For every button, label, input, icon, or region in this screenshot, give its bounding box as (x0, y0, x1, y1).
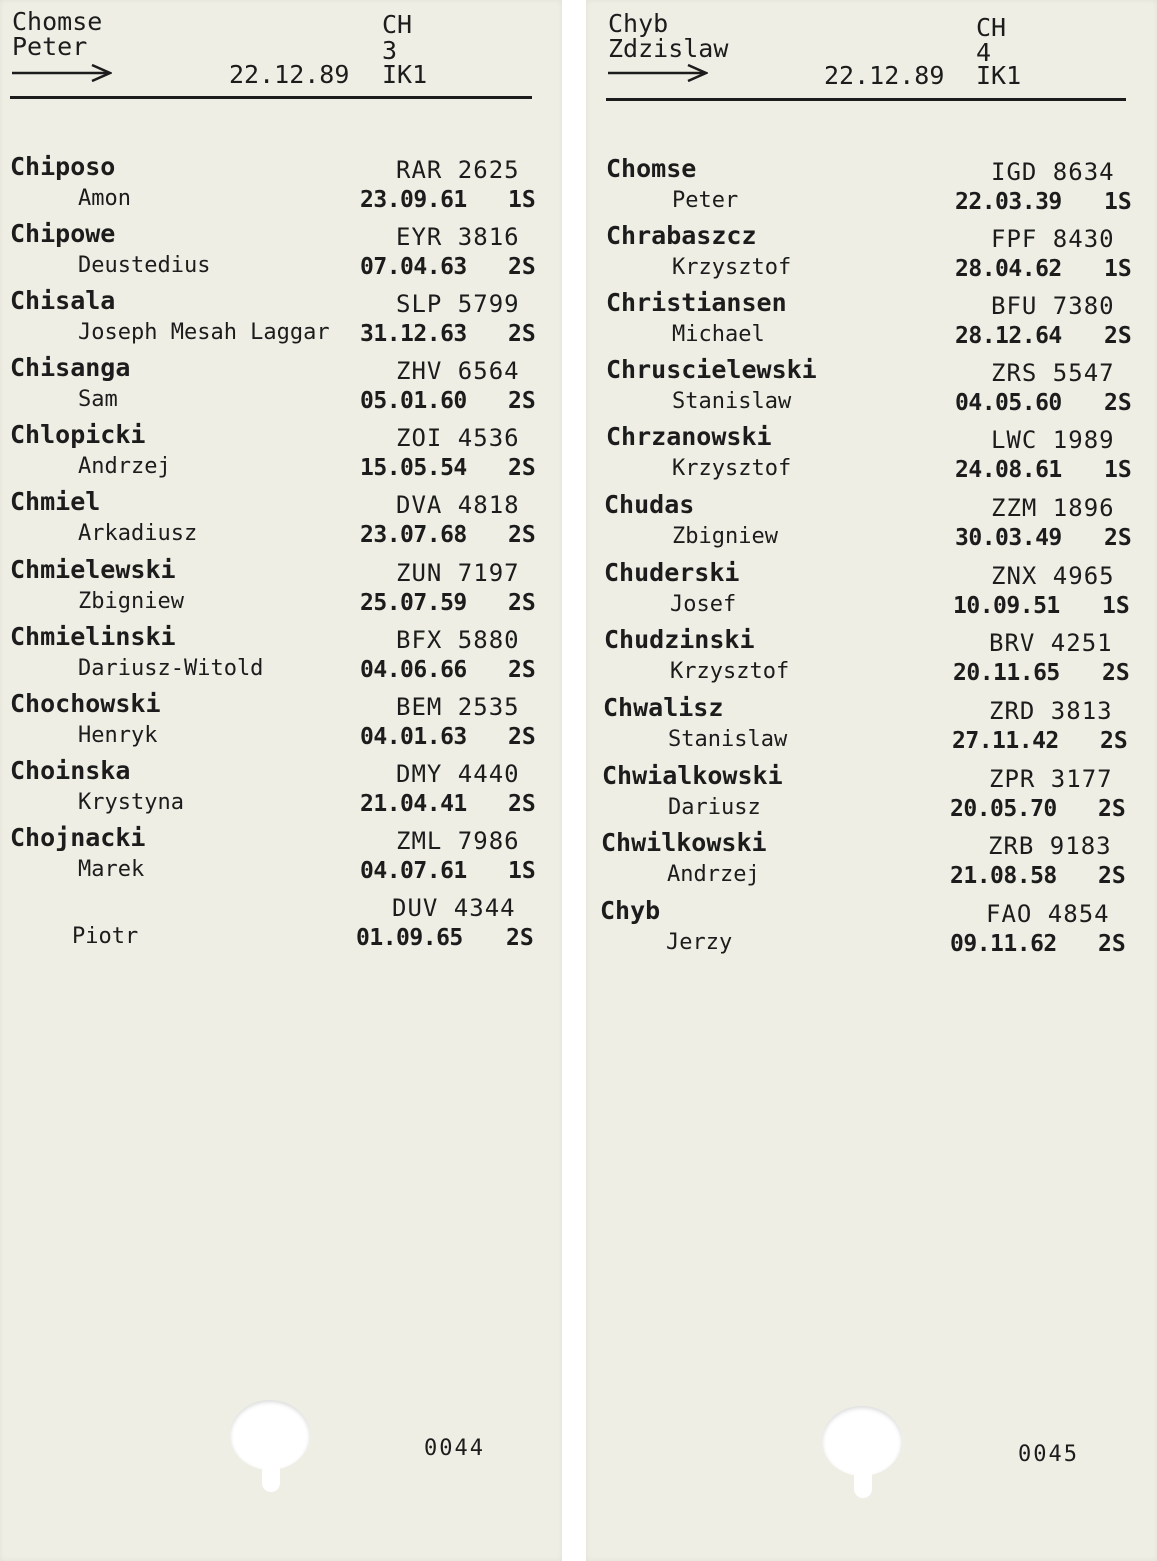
entry-class: 1S (1104, 189, 1132, 215)
entry-code: ZOI 4536 (396, 424, 520, 452)
list-item (0, 555, 562, 622)
list-item (0, 152, 562, 219)
entry-first-name: Arkadiusz (78, 521, 198, 546)
entry-first-name: Krzysztof (670, 659, 790, 684)
entry-date: 15.05.54 (360, 455, 467, 481)
entry-first-name: Andrzej (78, 454, 171, 479)
entry-first-name: Dariusz-Witold (78, 656, 264, 681)
entry-date: 22.03.39 (955, 189, 1062, 215)
header-divider (606, 98, 1126, 101)
punch-hole (822, 1406, 902, 1476)
entry-code: ZHV 6564 (396, 357, 520, 385)
entry-code: DUV 4344 (392, 894, 516, 922)
entry-date: 24.08.61 (955, 457, 1062, 483)
entry-code: ZRS 5547 (991, 359, 1115, 387)
list-item (0, 756, 562, 823)
list-item (0, 353, 562, 420)
list-item (586, 558, 1157, 625)
entry-class: 2S (508, 724, 536, 750)
entry-first-name: Zbigniew (78, 589, 184, 614)
list-item (586, 896, 1157, 963)
index-card-left (0, 0, 562, 1561)
header-number: 3 (382, 36, 398, 65)
punch-hole-notch (262, 1462, 280, 1492)
entry-date: 20.11.65 (953, 660, 1060, 686)
entry-last-name: Chudas (604, 490, 695, 519)
entry-class: 1S (508, 187, 536, 213)
entry-code: DMY 4440 (396, 760, 520, 788)
entry-code: ZNX 4965 (991, 562, 1115, 590)
list-item (586, 693, 1157, 760)
arrow-right-icon (12, 62, 112, 82)
entry-code: ZPR 3177 (989, 765, 1113, 793)
entry-class: 2S (508, 791, 536, 817)
list-item (0, 487, 562, 554)
entry-last-name: Chisanga (10, 353, 131, 382)
entry-class: 2S (506, 925, 534, 951)
punch-hole-notch (854, 1468, 872, 1498)
entry-date: 20.05.70 (950, 796, 1057, 822)
list-item (0, 823, 562, 890)
list-item (0, 890, 562, 957)
header-divider (10, 96, 532, 99)
entry-last-name: Chrabaszcz (606, 221, 757, 250)
entry-code: EYR 3816 (396, 223, 520, 251)
list-item (586, 221, 1157, 288)
entry-last-name: Chiposo (10, 152, 116, 181)
entry-date: 31.12.63 (360, 321, 467, 347)
entry-first-name: Stanislaw (668, 727, 788, 752)
entry-first-name: Krzysztof (672, 456, 792, 481)
entry-first-name: Joseph Mesah Laggar (78, 320, 330, 345)
entry-code: DVA 4818 (396, 491, 520, 519)
entry-class: 1S (1104, 256, 1132, 282)
entry-first-name: Michael (672, 322, 765, 347)
entry-last-name: Christiansen (606, 288, 787, 317)
entry-code: ZRB 9183 (988, 832, 1112, 860)
entry-code: FPF 8430 (991, 225, 1115, 253)
entry-last-name: Chyb (600, 896, 661, 925)
entry-last-name: Chudzinski (604, 625, 755, 654)
entry-class: 2S (1098, 796, 1126, 822)
entry-class: 1S (1104, 457, 1132, 483)
entry-class: 2S (508, 254, 536, 280)
entry-date: 21.08.58 (950, 863, 1057, 889)
punch-hole (230, 1400, 310, 1470)
entry-first-name: Piotr (72, 924, 139, 949)
entry-first-name: Sam (78, 387, 118, 412)
list-item (586, 288, 1157, 355)
entry-last-name: Chmielinski (10, 622, 176, 651)
entry-date: 21.04.41 (360, 791, 467, 817)
card-number: 0044 (424, 1436, 485, 1461)
entry-date: 04.05.60 (955, 390, 1062, 416)
entry-last-name: Chomse (606, 154, 697, 183)
entry-date: 28.12.64 (955, 323, 1062, 349)
entry-date: 09.11.62 (950, 931, 1057, 957)
entry-code: SLP 5799 (396, 290, 520, 318)
header-number: 4 (976, 38, 992, 67)
entry-class: 2S (508, 657, 536, 683)
entry-class: 2S (508, 388, 536, 414)
header-first-name: Zdzislaw (608, 34, 729, 63)
list-item (0, 689, 562, 756)
entry-code: ZML 7986 (396, 827, 520, 855)
entry-code: BEM 2535 (396, 693, 520, 721)
entry-first-name: Josef (670, 592, 737, 617)
entry-code: IGD 8634 (991, 158, 1115, 186)
header-letters: CH (976, 13, 1007, 42)
entry-first-name: Stanislaw (672, 389, 792, 414)
entry-class: 1S (508, 858, 536, 884)
entry-first-name: Krzysztof (672, 255, 792, 280)
entry-date: 28.04.62 (955, 256, 1062, 282)
entry-date: 04.06.66 (360, 657, 467, 683)
entry-last-name: Chwalisz (603, 693, 724, 722)
list-item (586, 490, 1157, 557)
entry-class: 2S (508, 321, 536, 347)
header-last-name: Chyb (608, 9, 669, 38)
list-item (586, 625, 1157, 692)
entry-code: BRV 4251 (989, 629, 1113, 657)
entry-last-name: Chisala (10, 286, 116, 315)
entry-code: ZZM 1896 (991, 494, 1115, 522)
list-item (586, 422, 1157, 489)
entry-first-name: Henryk (78, 723, 158, 748)
entry-date: 27.11.42 (952, 728, 1059, 754)
entry-date: 07.04.63 (360, 254, 467, 280)
entry-last-name: Chwilkowski (601, 828, 767, 857)
entry-last-name: Chmielewski (10, 555, 176, 584)
entry-date: 04.01.63 (360, 724, 467, 750)
entry-last-name: Chrzanowski (606, 422, 772, 451)
entry-code: ZRD 3813 (989, 697, 1113, 725)
entry-code: LWC 1989 (991, 426, 1115, 454)
entry-class: 2S (508, 522, 536, 548)
entry-class: 2S (508, 590, 536, 616)
entry-last-name: Chlopicki (10, 420, 146, 449)
entry-first-name: Krystyna (78, 790, 184, 815)
entry-date: 23.09.61 (360, 187, 467, 213)
entry-first-name: Andrzej (667, 862, 760, 887)
entry-last-name: Chipowe (10, 219, 116, 248)
entry-first-name: Jerzy (666, 930, 733, 955)
entry-class: 2S (1100, 728, 1128, 754)
entry-class: 1S (1102, 593, 1130, 619)
header-first-name: Peter (12, 32, 88, 61)
entry-code: ZUN 7197 (396, 559, 520, 587)
entry-code: FAO 4854 (986, 900, 1110, 928)
entry-code: BFX 5880 (396, 626, 520, 654)
entry-code: BFU 7380 (991, 292, 1115, 320)
list-item (0, 420, 562, 487)
entry-last-name: Chuderski (604, 558, 740, 587)
card-number: 0045 (1018, 1442, 1079, 1467)
index-card-right (586, 0, 1157, 1561)
entry-date: 25.07.59 (360, 590, 467, 616)
header-code: IK1 (976, 61, 1022, 90)
entry-class: 2S (1104, 323, 1132, 349)
entry-first-name: Marek (78, 857, 145, 882)
entry-last-name: Choinska (10, 756, 131, 785)
list-item (586, 761, 1157, 828)
list-item (586, 828, 1157, 895)
header-code: IK1 (382, 60, 428, 89)
entry-class: 2S (1104, 525, 1132, 551)
entry-date: 23.07.68 (360, 522, 467, 548)
entry-date: 30.03.49 (955, 525, 1062, 551)
entry-class: 2S (1102, 660, 1130, 686)
list-item (586, 154, 1157, 221)
entry-class: 2S (1104, 390, 1132, 416)
header-date: 22.12.89 (229, 60, 350, 89)
list-item (586, 355, 1157, 422)
entry-class: 2S (508, 455, 536, 481)
entry-date: 05.01.60 (360, 388, 467, 414)
list-item (0, 219, 562, 286)
header-letters: CH (382, 10, 413, 39)
entry-class: 2S (1098, 931, 1126, 957)
entry-first-name: Peter (672, 188, 739, 213)
list-item (0, 622, 562, 689)
entry-last-name: Chochowski (10, 689, 161, 718)
entry-last-name: Chojnacki (10, 823, 146, 852)
entry-date: 10.09.51 (953, 593, 1060, 619)
entry-first-name: Dariusz (668, 795, 761, 820)
entry-last-name: Chmiel (10, 487, 101, 516)
header-last-name: Chomse (12, 7, 103, 36)
entry-date: 01.09.65 (356, 925, 463, 951)
list-item (0, 286, 562, 353)
entry-last-name: Chruscielewski (606, 355, 817, 384)
arrow-right-icon (608, 62, 708, 82)
header-date: 22.12.89 (824, 61, 945, 90)
entry-first-name: Zbigniew (672, 524, 778, 549)
entry-code: RAR 2625 (396, 156, 520, 184)
entry-class: 2S (1098, 863, 1126, 889)
entry-first-name: Amon (78, 186, 131, 211)
entry-last-name: Chwialkowski (602, 761, 783, 790)
entry-first-name: Deustedius (78, 253, 211, 278)
entry-date: 04.07.61 (360, 858, 467, 884)
